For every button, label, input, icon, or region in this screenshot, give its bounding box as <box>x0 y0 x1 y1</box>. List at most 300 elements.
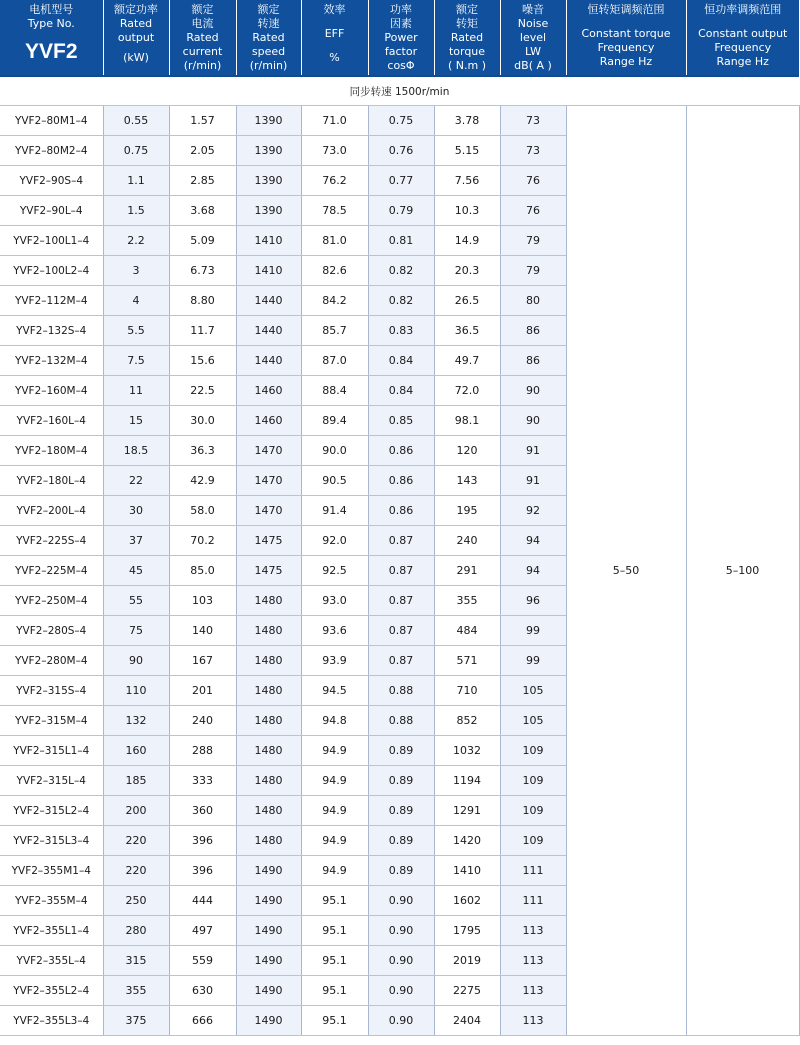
header-eff-zh: 效率 <box>323 3 346 16</box>
header-model-zh: 电机型号 <box>29 3 74 16</box>
cell-model: YVF2–100L2–4 <box>0 256 103 286</box>
cell-eff: 95.1 <box>301 946 368 976</box>
cell-power-factor: 0.86 <box>368 436 434 466</box>
cell-torque: 2404 <box>434 1006 500 1036</box>
cell-noise: 113 <box>500 946 566 976</box>
cell-power-factor: 0.87 <box>368 646 434 676</box>
cell-output: 90 <box>103 646 169 676</box>
cell-torque: 1291 <box>434 796 500 826</box>
cell-speed: 1390 <box>236 196 301 226</box>
cell-output: 45 <box>103 556 169 586</box>
cell-power-factor: 0.83 <box>368 316 434 346</box>
cell-current: 201 <box>169 676 236 706</box>
cell-output: 15 <box>103 406 169 436</box>
cell-noise: 105 <box>500 676 566 706</box>
cell-torque: 710 <box>434 676 500 706</box>
cell-torque: 7.56 <box>434 166 500 196</box>
cell-noise: 76 <box>500 196 566 226</box>
cell-torque: 72.0 <box>434 376 500 406</box>
cell-current: 2.85 <box>169 166 236 196</box>
cell-eff: 94.9 <box>301 796 368 826</box>
cell-model: YVF2–355L–4 <box>0 946 103 976</box>
cell-current: 36.3 <box>169 436 236 466</box>
cell-output: 220 <box>103 856 169 886</box>
cell-noise: 86 <box>500 316 566 346</box>
cell-model: YVF2–280M–4 <box>0 646 103 676</box>
cell-speed: 1490 <box>236 856 301 886</box>
cell-output: 75 <box>103 616 169 646</box>
cell-eff: 94.9 <box>301 826 368 856</box>
header-speed-zh1: 额定 <box>257 3 280 16</box>
cell-model: YVF2–355L3–4 <box>0 1006 103 1036</box>
cell-current: 444 <box>169 886 236 916</box>
cell-noise: 111 <box>500 886 566 916</box>
cell-model: YVF2–100L1–4 <box>0 226 103 256</box>
cell-eff: 92.0 <box>301 526 368 556</box>
cell-output: 30 <box>103 496 169 526</box>
cell-model: YVF2–355L1–4 <box>0 916 103 946</box>
cell-current: 288 <box>169 736 236 766</box>
cell-speed: 1490 <box>236 976 301 1006</box>
cell-model: YVF2–132S–4 <box>0 316 103 346</box>
header-speed-unit: (r/min) <box>249 59 288 72</box>
cell-speed: 1390 <box>236 106 301 136</box>
cell-output: 3 <box>103 256 169 286</box>
cell-eff: 94.9 <box>301 856 368 886</box>
cell-speed: 1390 <box>236 136 301 166</box>
header-pf-zh1: 功率 <box>390 3 412 16</box>
cell-speed: 1410 <box>236 226 301 256</box>
cell-torque: 240 <box>434 526 500 556</box>
cell-power-factor: 0.88 <box>368 706 434 736</box>
header-ct-range-en3: Range Hz <box>599 55 653 68</box>
header-torque <box>434 0 500 76</box>
cell-current: 167 <box>169 646 236 676</box>
cell-torque: 49.7 <box>434 346 500 376</box>
header-speed <box>236 0 301 76</box>
cell-torque: 20.3 <box>434 256 500 286</box>
cell-model: YVF2–90L–4 <box>0 196 103 226</box>
header-pf-unit: cosΦ <box>387 59 415 72</box>
cell-torque: 1032 <box>434 736 500 766</box>
constant-output-range: 5–100 <box>686 106 799 1036</box>
brand-title: YVF2 <box>24 40 78 63</box>
cell-torque: 36.5 <box>434 316 500 346</box>
header-output-zh: 额定功率 <box>114 3 158 16</box>
cell-eff: 82.6 <box>301 256 368 286</box>
cell-current: 85.0 <box>169 556 236 586</box>
header-noise-zh: 噪音 <box>522 3 544 16</box>
header-noise-en1: Noise <box>517 17 549 30</box>
cell-speed: 1470 <box>236 466 301 496</box>
header-torque-en2: torque <box>448 45 486 58</box>
header-torque-zh1: 额定 <box>456 3 478 16</box>
cell-speed: 1390 <box>236 166 301 196</box>
table-body <box>0 106 799 1036</box>
header-noise-unit: dB( A ) <box>514 59 552 72</box>
cell-torque: 1795 <box>434 916 500 946</box>
cell-noise: 79 <box>500 226 566 256</box>
cell-power-factor: 0.77 <box>368 166 434 196</box>
cell-model: YVF2–250M–4 <box>0 586 103 616</box>
cell-model: YVF2–90S–4 <box>0 166 103 196</box>
cell-speed: 1480 <box>236 616 301 646</box>
cell-eff: 94.9 <box>301 736 368 766</box>
cell-noise: 76 <box>500 166 566 196</box>
header-pf-en2: factor <box>384 45 418 58</box>
cell-power-factor: 0.87 <box>368 586 434 616</box>
cell-model: YVF2–180M–4 <box>0 436 103 466</box>
cell-current: 140 <box>169 616 236 646</box>
cell-output: 0.75 <box>103 136 169 166</box>
cell-eff: 94.5 <box>301 676 368 706</box>
cell-current: 240 <box>169 706 236 736</box>
cell-output: 4 <box>103 286 169 316</box>
header-current-unit: (r/min) <box>183 59 222 72</box>
cell-output: 37 <box>103 526 169 556</box>
cell-current: 15.6 <box>169 346 236 376</box>
cell-power-factor: 0.90 <box>368 916 434 946</box>
cell-torque: 355 <box>434 586 500 616</box>
cell-noise: 91 <box>500 436 566 466</box>
cell-output: 355 <box>103 976 169 1006</box>
cell-power-factor: 0.75 <box>368 106 434 136</box>
cell-current: 70.2 <box>169 526 236 556</box>
header-co-range-en2: Frequency <box>714 41 772 54</box>
header-current-en2: current <box>182 45 223 58</box>
cell-output: 0.55 <box>103 106 169 136</box>
sync-speed-row <box>0 76 799 106</box>
cell-eff: 85.7 <box>301 316 368 346</box>
cell-torque: 852 <box>434 706 500 736</box>
header-ct-range-en1: Constant torque <box>581 27 671 40</box>
cell-power-factor: 0.84 <box>368 376 434 406</box>
cell-noise: 73 <box>500 136 566 166</box>
cell-speed: 1480 <box>236 706 301 736</box>
header-pf-en1: Power <box>384 31 418 44</box>
header-eff <box>301 0 368 76</box>
cell-eff: 90.0 <box>301 436 368 466</box>
header-co-range <box>686 0 799 76</box>
constant-torque-range: 5–50 <box>566 106 686 1036</box>
cell-output: 1.5 <box>103 196 169 226</box>
cell-eff: 93.0 <box>301 586 368 616</box>
cell-eff: 89.4 <box>301 406 368 436</box>
cell-output: 55 <box>103 586 169 616</box>
header-eff-unit: % <box>329 51 340 64</box>
cell-current: 22.5 <box>169 376 236 406</box>
cell-power-factor: 0.88 <box>368 676 434 706</box>
cell-speed: 1440 <box>236 286 301 316</box>
header-co-range-zh: 恒功率调频范围 <box>704 3 782 16</box>
cell-model: YVF2–160M–4 <box>0 376 103 406</box>
cell-model: YVF2–200L–4 <box>0 496 103 526</box>
cell-output: 375 <box>103 1006 169 1036</box>
header-co-range-en1: Constant output <box>698 27 788 40</box>
cell-output: 110 <box>103 676 169 706</box>
header-speed-zh2: 转速 <box>257 17 280 30</box>
cell-speed: 1440 <box>236 316 301 346</box>
cell-current: 30.0 <box>169 406 236 436</box>
cell-noise: 113 <box>500 976 566 1006</box>
cell-eff: 94.8 <box>301 706 368 736</box>
cell-model: YVF2–112M–4 <box>0 286 103 316</box>
cell-power-factor: 0.87 <box>368 556 434 586</box>
cell-speed: 1480 <box>236 826 301 856</box>
cell-model: YVF2–225S–4 <box>0 526 103 556</box>
cell-speed: 1490 <box>236 886 301 916</box>
header-output-en1: Rated <box>119 17 153 30</box>
cell-power-factor: 0.89 <box>368 766 434 796</box>
cell-output: 1.1 <box>103 166 169 196</box>
header-output-en2: output <box>117 31 155 44</box>
cell-speed: 1490 <box>236 946 301 976</box>
cell-eff: 76.2 <box>301 166 368 196</box>
cell-eff: 93.9 <box>301 646 368 676</box>
cell-current: 58.0 <box>169 496 236 526</box>
cell-torque: 120 <box>434 436 500 466</box>
cell-output: 315 <box>103 946 169 976</box>
cell-noise: 90 <box>500 406 566 436</box>
header-ct-range-en2: Frequency <box>597 41 655 54</box>
cell-torque: 1410 <box>434 856 500 886</box>
cell-output: 132 <box>103 706 169 736</box>
cell-noise: 86 <box>500 346 566 376</box>
cell-current: 11.7 <box>169 316 236 346</box>
header-pf-zh2: 因素 <box>390 17 412 30</box>
cell-output: 11 <box>103 376 169 406</box>
cell-eff: 95.1 <box>301 886 368 916</box>
cell-speed: 1480 <box>236 676 301 706</box>
cell-power-factor: 0.76 <box>368 136 434 166</box>
cell-torque: 26.5 <box>434 286 500 316</box>
cell-noise: 109 <box>500 736 566 766</box>
cell-model: YVF2–80M2–4 <box>0 136 103 166</box>
cell-power-factor: 0.89 <box>368 736 434 766</box>
cell-model: YVF2–180L–4 <box>0 466 103 496</box>
cell-model: YVF2–225M–4 <box>0 556 103 586</box>
table-header <box>0 0 799 76</box>
cell-eff: 93.6 <box>301 616 368 646</box>
cell-model: YVF2–315M–4 <box>0 706 103 736</box>
table-row <box>0 106 799 136</box>
cell-torque: 1420 <box>434 826 500 856</box>
cell-noise: 99 <box>500 646 566 676</box>
cell-current: 666 <box>169 1006 236 1036</box>
header-noise <box>500 0 566 76</box>
cell-noise: 105 <box>500 706 566 736</box>
cell-model: YVF2–315S–4 <box>0 676 103 706</box>
cell-model: YVF2–355M–4 <box>0 886 103 916</box>
cell-noise: 111 <box>500 856 566 886</box>
cell-power-factor: 0.79 <box>368 196 434 226</box>
cell-current: 42.9 <box>169 466 236 496</box>
cell-speed: 1470 <box>236 496 301 526</box>
cell-model: YVF2–160L–4 <box>0 406 103 436</box>
cell-current: 1.57 <box>169 106 236 136</box>
cell-power-factor: 0.87 <box>368 616 434 646</box>
cell-noise: 90 <box>500 376 566 406</box>
header-speed-en2: speed <box>251 45 286 58</box>
cell-torque: 14.9 <box>434 226 500 256</box>
cell-power-factor: 0.90 <box>368 976 434 1006</box>
cell-eff: 84.2 <box>301 286 368 316</box>
cell-current: 103 <box>169 586 236 616</box>
cell-speed: 1480 <box>236 646 301 676</box>
cell-eff: 95.1 <box>301 1006 368 1036</box>
cell-current: 333 <box>169 766 236 796</box>
cell-power-factor: 0.82 <box>368 256 434 286</box>
cell-eff: 87.0 <box>301 346 368 376</box>
cell-current: 396 <box>169 856 236 886</box>
header-eff-en: EFF <box>324 27 345 40</box>
cell-noise: 109 <box>500 826 566 856</box>
cell-eff: 73.0 <box>301 136 368 166</box>
header-current-zh1: 额定 <box>191 3 214 16</box>
cell-torque: 3.78 <box>434 106 500 136</box>
cell-power-factor: 0.86 <box>368 496 434 526</box>
cell-current: 3.68 <box>169 196 236 226</box>
header-output-unit: (kW) <box>123 51 149 64</box>
cell-output: 18.5 <box>103 436 169 466</box>
header-model <box>0 0 103 76</box>
cell-current: 360 <box>169 796 236 826</box>
cell-model: YVF2–315L3–4 <box>0 826 103 856</box>
cell-power-factor: 0.86 <box>368 466 434 496</box>
header-model-en: Type No. <box>27 17 75 30</box>
cell-torque: 1602 <box>434 886 500 916</box>
cell-eff: 92.5 <box>301 556 368 586</box>
cell-speed: 1480 <box>236 586 301 616</box>
header-output <box>103 0 169 76</box>
cell-torque: 5.15 <box>434 136 500 166</box>
cell-torque: 195 <box>434 496 500 526</box>
header-pf <box>368 0 434 76</box>
cell-noise: 94 <box>500 556 566 586</box>
cell-power-factor: 0.90 <box>368 946 434 976</box>
cell-output: 7.5 <box>103 346 169 376</box>
cell-noise: 113 <box>500 916 566 946</box>
cell-torque: 291 <box>434 556 500 586</box>
cell-model: YVF2–315L1–4 <box>0 736 103 766</box>
cell-torque: 143 <box>434 466 500 496</box>
cell-eff: 91.4 <box>301 496 368 526</box>
cell-eff: 81.0 <box>301 226 368 256</box>
cell-power-factor: 0.89 <box>368 856 434 886</box>
header-torque-unit: ( N.m ) <box>447 59 487 72</box>
cell-speed: 1480 <box>236 736 301 766</box>
header-noise-en3: LW <box>525 45 541 58</box>
cell-power-factor: 0.84 <box>368 346 434 376</box>
header-current <box>169 0 236 76</box>
header-ct-range <box>566 0 686 76</box>
cell-speed: 1470 <box>236 436 301 466</box>
cell-output: 22 <box>103 466 169 496</box>
cell-noise: 91 <box>500 466 566 496</box>
cell-torque: 484 <box>434 616 500 646</box>
cell-current: 497 <box>169 916 236 946</box>
cell-eff: 88.4 <box>301 376 368 406</box>
cell-noise: 99 <box>500 616 566 646</box>
cell-eff: 71.0 <box>301 106 368 136</box>
cell-output: 280 <box>103 916 169 946</box>
cell-speed: 1460 <box>236 406 301 436</box>
cell-power-factor: 0.85 <box>368 406 434 436</box>
cell-noise: 109 <box>500 796 566 826</box>
cell-current: 559 <box>169 946 236 976</box>
cell-current: 630 <box>169 976 236 1006</box>
header-torque-zh2: 转矩 <box>456 17 478 30</box>
cell-eff: 95.1 <box>301 976 368 1006</box>
cell-speed: 1460 <box>236 376 301 406</box>
cell-noise: 92 <box>500 496 566 526</box>
cell-speed: 1490 <box>236 916 301 946</box>
cell-output: 160 <box>103 736 169 766</box>
cell-current: 8.80 <box>169 286 236 316</box>
cell-power-factor: 0.87 <box>368 526 434 556</box>
header-current-zh2: 电流 <box>191 17 214 30</box>
sync-speed-label: 同步转速 1500r/min <box>0 76 799 106</box>
header-co-range-en3: Range Hz <box>716 55 769 68</box>
cell-output: 220 <box>103 826 169 856</box>
header-ct-range-zh: 恒转矩调频范围 <box>587 3 665 16</box>
cell-noise: 73 <box>500 106 566 136</box>
cell-noise: 79 <box>500 256 566 286</box>
cell-power-factor: 0.82 <box>368 286 434 316</box>
header-torque-en1: Rated <box>450 31 484 44</box>
cell-output: 5.5 <box>103 316 169 346</box>
cell-torque: 2019 <box>434 946 500 976</box>
cell-eff: 90.5 <box>301 466 368 496</box>
cell-power-factor: 0.90 <box>368 1006 434 1036</box>
cell-output: 200 <box>103 796 169 826</box>
cell-model: YVF2–280S–4 <box>0 616 103 646</box>
cell-power-factor: 0.81 <box>368 226 434 256</box>
header-noise-en2: level <box>519 31 547 44</box>
cell-speed: 1480 <box>236 796 301 826</box>
cell-noise: 109 <box>500 766 566 796</box>
cell-eff: 78.5 <box>301 196 368 226</box>
cell-model: YVF2–315L–4 <box>0 766 103 796</box>
cell-eff: 95.1 <box>301 916 368 946</box>
cell-noise: 96 <box>500 586 566 616</box>
cell-power-factor: 0.89 <box>368 796 434 826</box>
cell-output: 185 <box>103 766 169 796</box>
cell-eff: 94.9 <box>301 766 368 796</box>
cell-speed: 1490 <box>236 1006 301 1036</box>
cell-speed: 1440 <box>236 346 301 376</box>
cell-model: YVF2–132M–4 <box>0 346 103 376</box>
cell-power-factor: 0.90 <box>368 886 434 916</box>
cell-noise: 113 <box>500 1006 566 1036</box>
cell-speed: 1480 <box>236 766 301 796</box>
cell-model: YVF2–355L2–4 <box>0 976 103 1006</box>
cell-torque: 1194 <box>434 766 500 796</box>
cell-noise: 80 <box>500 286 566 316</box>
cell-torque: 10.3 <box>434 196 500 226</box>
cell-power-factor: 0.89 <box>368 826 434 856</box>
cell-torque: 571 <box>434 646 500 676</box>
cell-model: YVF2–355M1–4 <box>0 856 103 886</box>
cell-model: YVF2–315L2–4 <box>0 796 103 826</box>
cell-output: 2.2 <box>103 226 169 256</box>
cell-torque: 98.1 <box>434 406 500 436</box>
cell-model: YVF2–80M1–4 <box>0 106 103 136</box>
cell-speed: 1475 <box>236 556 301 586</box>
cell-current: 6.73 <box>169 256 236 286</box>
cell-speed: 1410 <box>236 256 301 286</box>
cell-torque: 2275 <box>434 976 500 1006</box>
